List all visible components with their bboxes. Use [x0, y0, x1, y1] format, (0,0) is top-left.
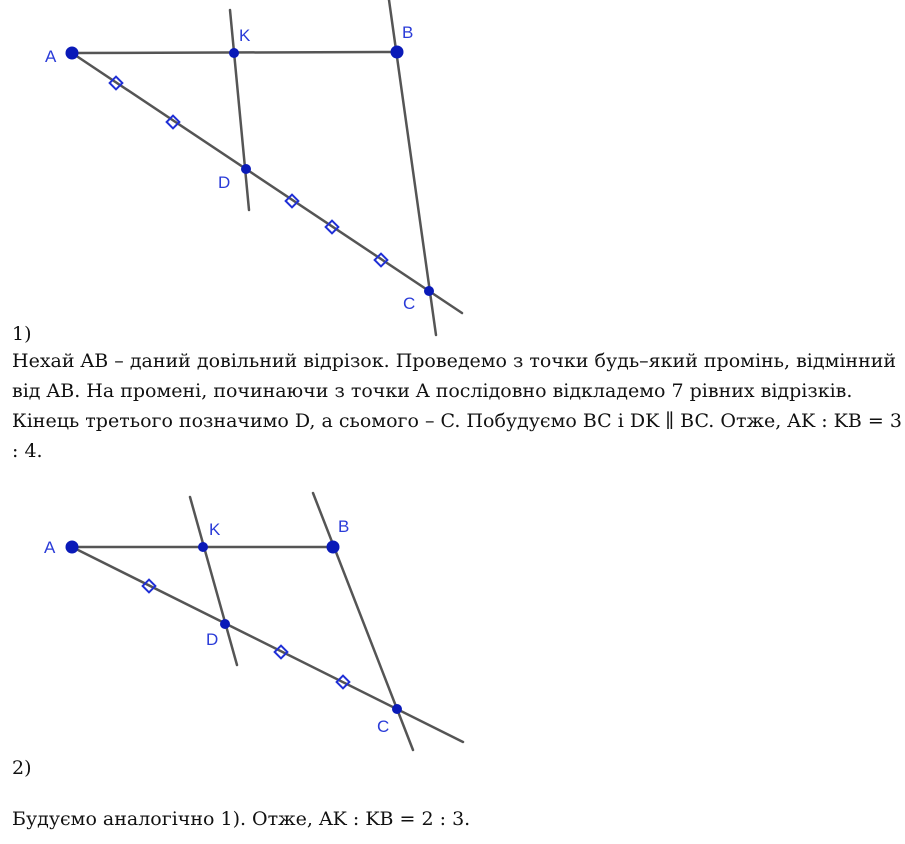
point-k [229, 48, 239, 58]
point-d [241, 164, 251, 174]
solution-paragraph-2: Будуємо аналогічно 1). Отже, AK : KB = 2 : 3. [12, 808, 471, 830]
point-d [220, 619, 230, 629]
label-d: D [206, 630, 219, 649]
point-a [66, 541, 79, 554]
label-k: K [209, 520, 221, 539]
point-k [198, 542, 208, 552]
item-number-1: 1) [12, 323, 32, 345]
label-k: K [239, 26, 251, 45]
item-number-2: 2) [12, 757, 32, 779]
label-a: A [44, 538, 56, 557]
point-b [391, 46, 404, 59]
point-a [66, 47, 79, 60]
label-a: A [45, 47, 57, 66]
figure-1 [0, 0, 905, 340]
figure-2 [0, 490, 905, 755]
ray-ac [72, 53, 462, 313]
label-c: C [377, 717, 390, 736]
solution-paragraph-1: Нехай AB – даний довільний відрізок. Проведемо з точки будь–який промінь, відмінний від AB. На промені, починаючи з точки A послідовно відкладемо 7 рівних відрізків. Кінець третього позначимо D, а сьомого – C. Побудуємо BC і DK ∥ BC. Отже, AK : KB = 3 : 4. [12, 350, 902, 462]
ray-ac [72, 547, 463, 742]
label-b: B [338, 517, 350, 536]
label-d: D [218, 173, 231, 192]
point-c [392, 704, 402, 714]
point-c [424, 286, 434, 296]
label-b: B [402, 23, 414, 42]
label-c: C [403, 294, 416, 313]
point-b [327, 541, 340, 554]
